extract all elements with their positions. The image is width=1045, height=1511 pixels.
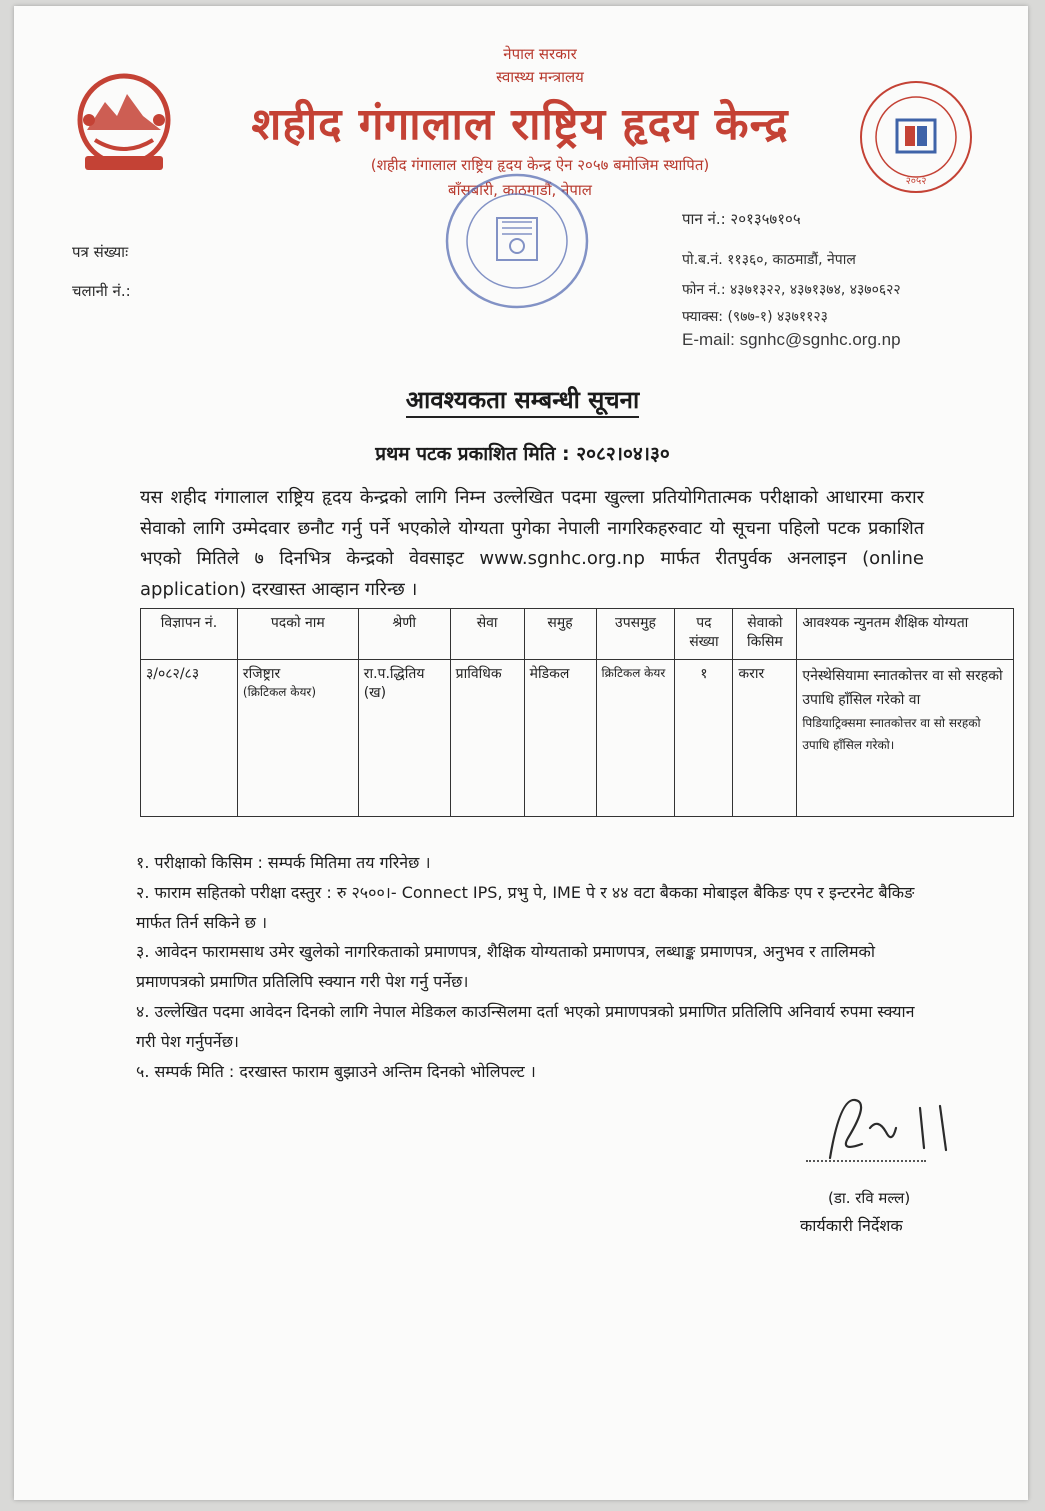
cell-ad-no: ३/०८२/८३ [141, 660, 238, 817]
header-service: सेवा [450, 609, 524, 660]
cell-count: १ [675, 660, 733, 817]
header-group: समुह [524, 609, 596, 660]
header-service-type: सेवाको किसिम [733, 609, 797, 660]
organization-name: शहीद गंगालाल राष्ट्रिय हृदय केन्द्र [251, 99, 789, 150]
signature-line [806, 1160, 926, 1162]
list-item: १. परीक्षाको किसिम : सम्पर्क मितिमा तय गरिनेछ । [136, 853, 431, 872]
list-item: ३. आवेदन फारामसाथ उमेर खुलेको नागरिकताको प्रमाणपत्र, शैक्षिक योग्यताको प्रमाणपत्र, लब्धाङ्क प्रमाणपत्र, अनुभव र तालिमको प्रमाणपत्रको प्रमाणित प्रतिलिपि स्क्यान गरी पेश गर्नु पर्नेछ। [136, 942, 875, 992]
pan-number: पान नं.: २०१३५७१०५ [682, 210, 801, 228]
institution-seal-icon [857, 78, 975, 196]
nepal-emblem-icon [65, 70, 183, 178]
cell-qualification [797, 660, 1014, 817]
published-date: प्रथम पटक प्रकाशित मिति : २०८२।०४।३० [375, 443, 670, 465]
ministry-line: स्वास्थ्य मन्त्रालय [496, 68, 584, 86]
table-row [141, 660, 1014, 817]
notice-points [136, 848, 936, 1086]
list-item: ५. सम्पर्क मिति : दरखास्त फाराम बुझाउने अन्तिम दिनको भोलिपल्ट । [136, 1061, 536, 1081]
fax-number: फ्याक्स: (९७७-१) ४३७११२३ [682, 309, 828, 325]
po-box: पो.ब.नं. ११३६०, काठमाडौं, नेपाल [682, 252, 856, 268]
cell-post [237, 660, 358, 817]
signature-icon [800, 1088, 990, 1168]
qualification-main: एनेस्थेसियामा स्नातकोत्तर वा सो सरहको उपाधि हाँसिल गरेको वा [802, 668, 1003, 708]
vacancy-table [140, 608, 1014, 817]
header-qualification: आवश्यक न्युनतम शैक्षिक योग्यता [797, 609, 1014, 660]
email-address: E-mail: sgnhc@sgnhc.org.np [682, 330, 901, 349]
header-ad-no: विज्ञापन नं. [141, 609, 238, 660]
post-subtitle: (क्रिटिकल केयर) [242, 685, 317, 699]
list-item: ४. उल्लेखित पदमा आवेदन दिनको लागि नेपाल मेडिकल काउन्सिलमा दर्ता भएको प्रमाणपत्रको प्रमाणित प्रतिलिपि अनिवार्य रुपमा स्क्यान गरी पेश गर्नुपर्नेछ। [136, 1001, 915, 1051]
signatory-title: कार्यकारी निर्देशक [800, 1216, 903, 1235]
qualification-alt: पिडियाट्रिक्समा स्नातकोत्तर वा सो सरहको उपाधि हाँसिल गरेको। [802, 716, 981, 752]
seal-year: २०५२ [905, 176, 927, 187]
address-line: बाँसबारी, काठमाडौं, नेपाल [448, 181, 592, 199]
establishment-line: (शहीद गंगालाल राष्ट्रिय हृदय केन्द्र ऐन २०५७ बमोजिम स्थापित) [370, 156, 710, 174]
phone-numbers: फोन नं.: ४३७१३२२, ४३७१३७४, ४३७०६२२ [682, 282, 901, 298]
header-count: पद संख्या [675, 609, 733, 660]
table-header-row [141, 609, 1014, 660]
dispatch-number-label: चलानी नं.: [72, 282, 131, 300]
list-item: २. फाराम सहितको परीक्षा दस्तुर : रु २५००।- Connect IPS, प्रभु पे, IME पे र ४४ वटा बैकका मोबाइल बैकिङ एप र इन्टरनेट बैकिङ मार्फत तिर्न सकिने छ । [136, 882, 915, 932]
cell-subgroup: क्रिटिकल केयर [596, 660, 675, 817]
header-post: पदको नाम [237, 609, 358, 660]
government-line: नेपाल सरकार [503, 45, 577, 63]
notice-title [0, 383, 1045, 416]
post-name: रजिष्ट्रार [242, 666, 281, 682]
letter-number-label: पत्र संख्याः [72, 243, 129, 261]
cell-group: मेडिकल [524, 660, 596, 817]
header-subgroup: उपसमुह [596, 609, 675, 660]
office-stamp-icon [442, 170, 592, 312]
cell-level: रा.प.द्धितिय (ख) [358, 660, 450, 817]
cell-service-type: करार [733, 660, 797, 817]
cell-service: प्राविधिक [450, 660, 524, 817]
notice-intro: यस शहीद गंगालाल राष्ट्रिय हृदय केन्द्रको लागि निम्न उल्लेखित पदमा खुल्ला प्रतियोगितात्मक परीक्षाको आधारमा करार सेवाको लागि उम्मेदवार छनौट गर्नु पर्ने भएकोले योग्यता पुगेका नेपाली नागरिकहरुवाट यो सूचना पहिलो पटक प्रकाशित भएको मितिले ७ दिनभित्र केन्द्रको वेवसाइट www.sgnhc.org.np मार्फत रीतपुर्वक अनलाइन (online application) दरखास्त आव्हान गरिन्छ । [140, 487, 924, 600]
notice-title-text: आवश्यकता सम्बन्धी सूचना [406, 386, 639, 418]
signatory-name: (डा. रवि मल्ल) [828, 1189, 911, 1207]
header-level: श्रेणी [358, 609, 450, 660]
